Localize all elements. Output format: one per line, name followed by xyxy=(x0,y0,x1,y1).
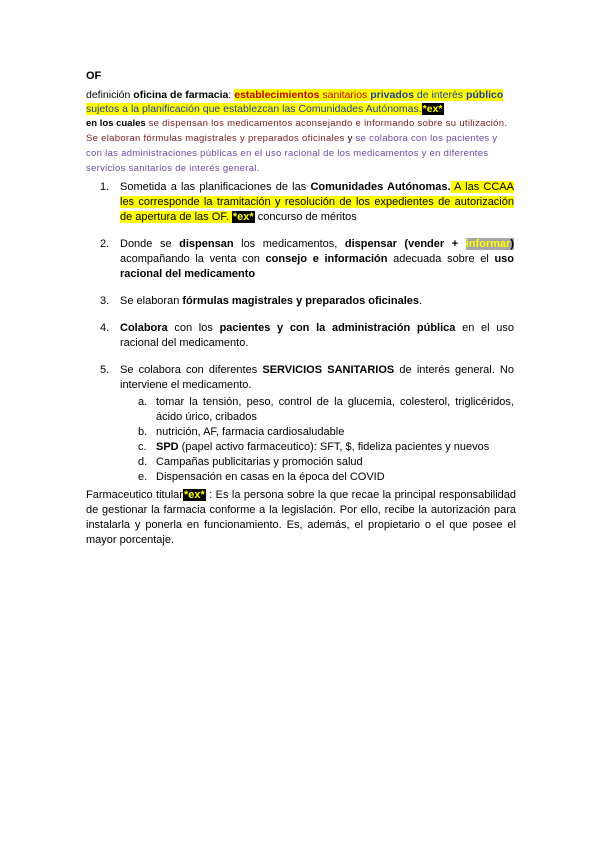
intro-highlight: privados xyxy=(370,89,414,101)
item-text: . xyxy=(418,295,423,307)
intro-highlight: público xyxy=(465,89,504,101)
item-bold: dispensar (vender + xyxy=(344,238,466,250)
item-text: Se elaboran xyxy=(120,295,183,307)
intro-highlight: establecimientos xyxy=(234,89,320,101)
list-item xyxy=(100,180,514,225)
item-bold: Comunidades Autónomas. xyxy=(310,181,451,193)
definition-paragraph xyxy=(86,88,516,176)
item-bold: Colabora xyxy=(120,322,168,334)
list-number: 1. xyxy=(100,181,110,193)
footer-text: : Es la persona sobre la que recae la principal responsabilidad de gestionar la farmacia conforme a la legislación. Por ello, recibe la autorización para instalarla y ponerla en funcionamiento. Es, además, el propietario o el que posee el mayor porcentaje. xyxy=(86,489,516,546)
sub-text: (papel activo farmaceutico): SFT, $, fideliza pacientes y nuevos xyxy=(178,441,490,453)
document-title: OF xyxy=(86,70,102,82)
item-bold: dispensan xyxy=(179,238,234,250)
list-number: 4. xyxy=(100,322,110,334)
sub-letter: a. xyxy=(138,396,148,408)
item-bold: consejo e información xyxy=(265,253,388,265)
intro-highlight: sanitarios xyxy=(319,89,371,101)
sub-letter: c. xyxy=(138,441,147,453)
item-text: concurso de méritos xyxy=(254,211,357,223)
item-text: acompañando la venta con xyxy=(120,253,266,265)
list-number: 3. xyxy=(100,295,110,307)
item-bold: fórmulas magistrales y preparados oficinales xyxy=(182,295,419,307)
intro-small: se dispensan los medicamentos aconsejando e informando sobre su utilización. Se elaboran fórmulas magistrales y preparados oficinales xyxy=(86,118,508,144)
item-highlight: A las CCAA les corresponde la tramitación y resolución de los expedientes de autorización de apertura de las OF. xyxy=(120,181,514,223)
ex-tag: *ex* xyxy=(183,489,205,501)
ex-tag: *ex* xyxy=(232,211,254,223)
intro-bold: oficina de farmacia xyxy=(133,89,229,101)
intro-highlight: de interés xyxy=(414,89,466,101)
sub-letter: b. xyxy=(138,426,148,438)
intro-small: y xyxy=(344,133,356,144)
list-item xyxy=(100,363,514,485)
sub-letter: e. xyxy=(138,471,148,483)
item-bold: ) xyxy=(510,238,514,250)
sub-list-item xyxy=(138,425,514,440)
list-item xyxy=(100,321,514,351)
list-item xyxy=(100,294,514,309)
sub-text: Campañas publicitarias y promoción salud xyxy=(156,456,363,468)
item-text: Donde se xyxy=(120,238,180,250)
item-text: Sometida a las planificaciones de las xyxy=(120,181,311,193)
item-text: los medicamentos, xyxy=(233,238,345,250)
sub-list-item xyxy=(138,455,514,470)
sub-list-item xyxy=(138,395,514,425)
footer-text: Farmaceutico titular xyxy=(86,489,183,501)
list-number: 5. xyxy=(100,364,110,376)
intro-small: en los cuales xyxy=(86,118,146,129)
intro-text: : xyxy=(228,89,235,101)
sub-list-item xyxy=(138,440,514,455)
list-item xyxy=(100,237,514,282)
ex-tag: *ex* xyxy=(422,103,443,115)
intro-small: se colabora con los pacientes y con las administraciones públicas en el uso racional de los medicamentos y en diferentes servicios sanitarios de interés general. xyxy=(86,133,498,174)
list-number: 2. xyxy=(100,238,110,250)
sub-bold: SPD xyxy=(156,441,179,453)
item-text: adecuada sobre el xyxy=(387,253,495,265)
item-highlight: informar xyxy=(465,238,511,250)
sub-text: tomar la tensión, peso, control de la glucemia, colesterol, triglicéridos, ácido úrico, cribados xyxy=(156,396,514,423)
intro-text: definición xyxy=(86,89,134,101)
sub-list-item xyxy=(138,470,514,485)
sub-list xyxy=(138,395,514,485)
intro-highlight: sujetos a la planificación que establezcan las Comunidades Autónomas. xyxy=(86,103,422,115)
item-bold: SERVICIOS SANITARIOS xyxy=(262,364,395,376)
item-text: en el uso racional del medicamento. xyxy=(120,322,515,349)
sub-letter: d. xyxy=(138,456,148,468)
sub-text: nutrición, AF, farmacia cardiosaludable xyxy=(156,426,345,438)
item-text: Se colabora con diferentes xyxy=(120,364,263,376)
numbered-list xyxy=(100,180,514,497)
item-text: con los xyxy=(167,322,220,334)
item-text: de interés general. No interviene el medicamento. xyxy=(120,364,514,391)
item-bold: pacientes y con la administración pública xyxy=(219,322,456,334)
item-bold: uso racional del medicamento xyxy=(120,253,514,280)
titular-paragraph xyxy=(86,488,516,548)
sub-text: Dispensación en casas en la época del COVID xyxy=(156,471,385,483)
